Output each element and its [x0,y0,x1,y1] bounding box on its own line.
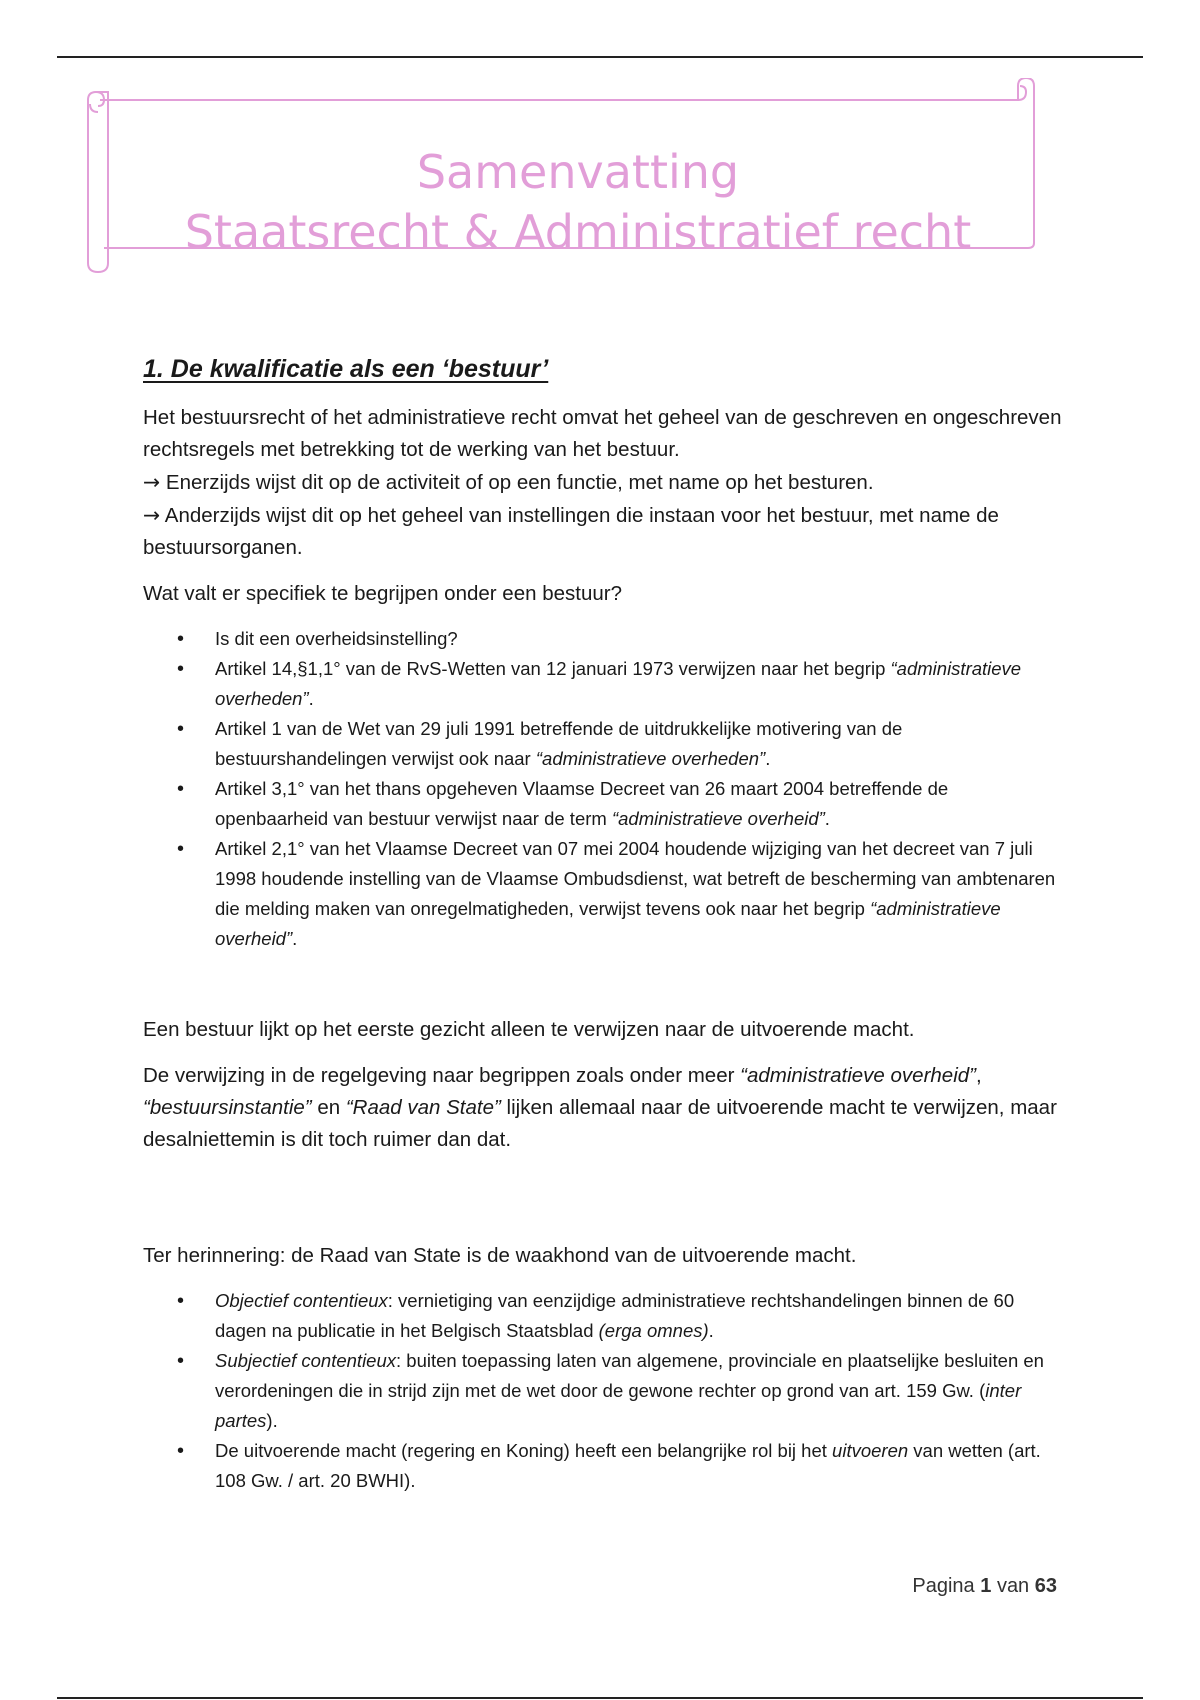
title-line-1: Samenvatting [416,145,740,199]
intro-paragraph [143,402,1063,564]
list-item: • Artikel 2,1° van het Vlaamse Decreet van 07 mei 2004 houdende wijziging van het decreet van 7 juli 1998 houdende instelling van de Vlaamse Ombudsdienst, wat betreft de bescherming van ambtenaren die melding maken van onregelmatigheden, verwijst tevens ook naar het begrip “administratieve overheid”. [215,834,1063,954]
intro-anderzijds: Anderzijds wijst dit op het geheel van instellingen die instaan voor het bestuur, met name de bestuursorganen. [143,504,999,559]
council-list [143,1286,1063,1496]
document-title [158,142,998,262]
reminder-paragraph: Ter herinnering: de Raad van State is de waakhond van de uitvoerende macht. [143,1244,857,1267]
arrow-icon: → [143,470,161,494]
title-scroll-banner [78,78,1122,298]
list-item: • De uitvoerende macht (regering en Koning) heeft een belangrijke rol bij het uitvoeren van wetten (art. 108 Gw. / art. 20 BWHI). [215,1436,1063,1496]
list-item: • Subjectief contentieux: buiten toepassing laten van algemene, provinciale en plaatselijke besluiten en verordeningen die in strijd zijn met de wet door de gewone rechter op grond van art. 159 Gw. (inter partes). [215,1346,1063,1436]
reference-paragraph: De verwijzing in de regelgeving naar begrippen zoals onder meer “administratieve overheid”, “bestuursinstantie” en “Raad van State” lijken allemaal naar de uitvoerende macht te verwijzen, maar desalniettemin is dit toch ruimer dan dat. [143,1064,1057,1151]
arrow-icon: → [143,503,161,527]
intro-sentence: Het bestuursrecht of het administratieve recht omvat het geheel van de geschreven en ongeschreven rechtsregels met betrekking tot de werking van het bestuur. [143,406,1062,461]
list-item: • Objectief contentieux: vernietiging van eenzijdige administratieve rechtshandelingen binnen de 60 dagen na publicatie in het Belgisch Staatsblad (erga omnes). [215,1286,1063,1346]
question-paragraph: Wat valt er specifiek te begrijpen onder een bestuur? [143,582,622,605]
executive-paragraph: Een bestuur lijkt op het eerste gezicht alleen te verwijzen naar de uitvoerende macht. [143,1018,915,1041]
footer-rule [57,1697,1143,1699]
list-item: • Is dit een overheidsinstelling? [215,624,1063,654]
header-rule [57,56,1143,58]
list-item: • Artikel 3,1° van het thans opgeheven Vlaamse Decreet van 26 maart 2004 betreffende de openbaarheid van bestuur verwijst naar de term “administratieve overheid”. [215,774,1063,834]
list-item: • Artikel 14,§1,1° van de RvS-Wetten van 12 januari 1973 verwijzen naar het begrip “administratieve overheden”. [215,654,1063,714]
title-line-2: Staatsrecht & Administratief recht [184,205,972,259]
page-number: Pagina 1 van 63 [912,1575,1057,1597]
definition-list [143,624,1063,954]
list-item: • Artikel 1 van de Wet van 29 juli 1991 betreffende de uitdrukkelijke motivering van de bestuurshandelingen verwijst ook naar “administratieve overheden”. [215,714,1063,774]
page-content [143,355,1063,1496]
section-heading: 1. De kwalificatie als een ‘bestuur’ [143,355,549,383]
intro-enerzijds: Enerzijds wijst dit op de activiteit of op een functie, met name op het besturen. [165,471,874,494]
